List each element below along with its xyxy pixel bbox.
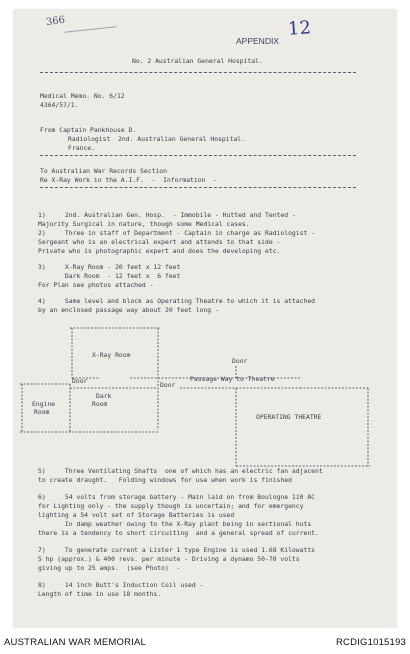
from-role: Radiologist 2nd. Australian General Hospital. xyxy=(68,135,245,143)
paragraph-5: 5) Three Ventilating Shafts one of which has an electric fan adjacent xyxy=(38,467,323,475)
paragraph-4-cont: by an enclosed passage way about 20 feet long - xyxy=(38,306,219,314)
archive-name: AUSTRALIAN WAR MEMORIAL xyxy=(4,637,147,648)
paragraph-8: 8) 14 inch Butt's Induction Coil used - xyxy=(38,581,204,589)
handwritten-appendix-number: 12 xyxy=(287,17,312,40)
paragraph-3-cont: Dark Room - 12 feet x 6 feet xyxy=(38,272,181,280)
paragraph-6: 6) 54 volts from storage battery - Main laid on from Boulogne 110 AC xyxy=(38,493,316,501)
paragraph-1: 1) 2nd. Australian Gen. Hosp. - Immobile - Hutted and Tented - xyxy=(38,211,296,219)
appendix-stamp-label: APPENDIX xyxy=(236,36,279,46)
paragraph-7: 7) To generate current a Lister 1 type Engine is used 1.68 Kilowatts xyxy=(38,546,316,554)
paragraph-2-cont: Sergeant who is an electrical expert and attends to that side - xyxy=(38,238,281,246)
paragraph-6-cont-3: In damp weather owing to the X-Ray plant being in sectional huts xyxy=(38,520,312,528)
plan-label-operating-theatre: OPERATING THEATRE xyxy=(256,413,322,421)
document-title: No. 2 Australian General Hospital. xyxy=(132,57,263,65)
paragraph-4: 4) Same level and block as Operating Theatre to which it is attached xyxy=(38,297,316,305)
plan-label-engine-room-2: Room xyxy=(34,408,50,416)
plan-label-xray-room: X-Ray Room xyxy=(92,351,131,359)
paragraph-6-cont-4: there is a tendency to short circuiting and a general spread of current. xyxy=(38,529,319,537)
file-reference: 4364/57/1. xyxy=(40,101,79,109)
paragraph-5-cont: to create draught. Folding windows for use when work is finished xyxy=(38,476,292,484)
handwritten-corner-note: 366 xyxy=(45,14,66,29)
paragraph-7-cont: 5 hp (approx.) & 400 revs. per minute - Driving a dynamo 50-70 volts xyxy=(38,555,300,563)
plan-label-dark-room-2: Room xyxy=(92,400,108,408)
plan-label-passage: Passage Way to Theatre xyxy=(190,375,275,383)
paragraph-3-cont-2: For Plan see photos attached - xyxy=(38,281,154,289)
from-line: From Captain Pankhouse D. xyxy=(40,126,137,134)
paragraph-6-cont-2: lighting a 54 volt set of Storage Batteries is used xyxy=(38,511,235,519)
paragraph-2: 2) Three in staff of Department - Captain in charge as Radiologist - xyxy=(38,229,316,237)
paragraph-2-cont-2: Private who is photographic expert and does the developing etc. xyxy=(38,247,281,255)
paragraph-8-cont: Length of time in use 18 months. xyxy=(38,590,162,598)
plan-label-door: Door xyxy=(160,381,176,389)
plan-label-dark-room: Dark xyxy=(96,392,112,400)
record-id: RCDIG1015193 xyxy=(336,637,406,648)
plan-label-door: Door xyxy=(232,357,248,365)
plan-label-door: Door xyxy=(72,377,88,385)
paragraph-7-cont-2: giving up to 25 amps. (see Photo) - xyxy=(38,564,181,572)
paragraph-6-cont: for Lighting only - the supply though is uncertain; and for emergency xyxy=(38,502,304,510)
paragraph-1-cont: Majority Surgical in nature, though some Medical cases. xyxy=(38,220,250,228)
subject-line: Re X-Ray Work in the A.I.F. - Information - xyxy=(40,176,217,184)
to-line: To Australian War Records Section xyxy=(40,167,167,175)
from-location: France. xyxy=(68,144,95,152)
memo-reference: Medical Memo. No. 6/12 xyxy=(40,92,125,100)
plan-label-engine-room: Engine xyxy=(32,400,56,408)
paragraph-3: 3) X-Ray Room - 20 feet x 12 feet xyxy=(38,263,181,271)
archive-footer xyxy=(0,628,410,654)
